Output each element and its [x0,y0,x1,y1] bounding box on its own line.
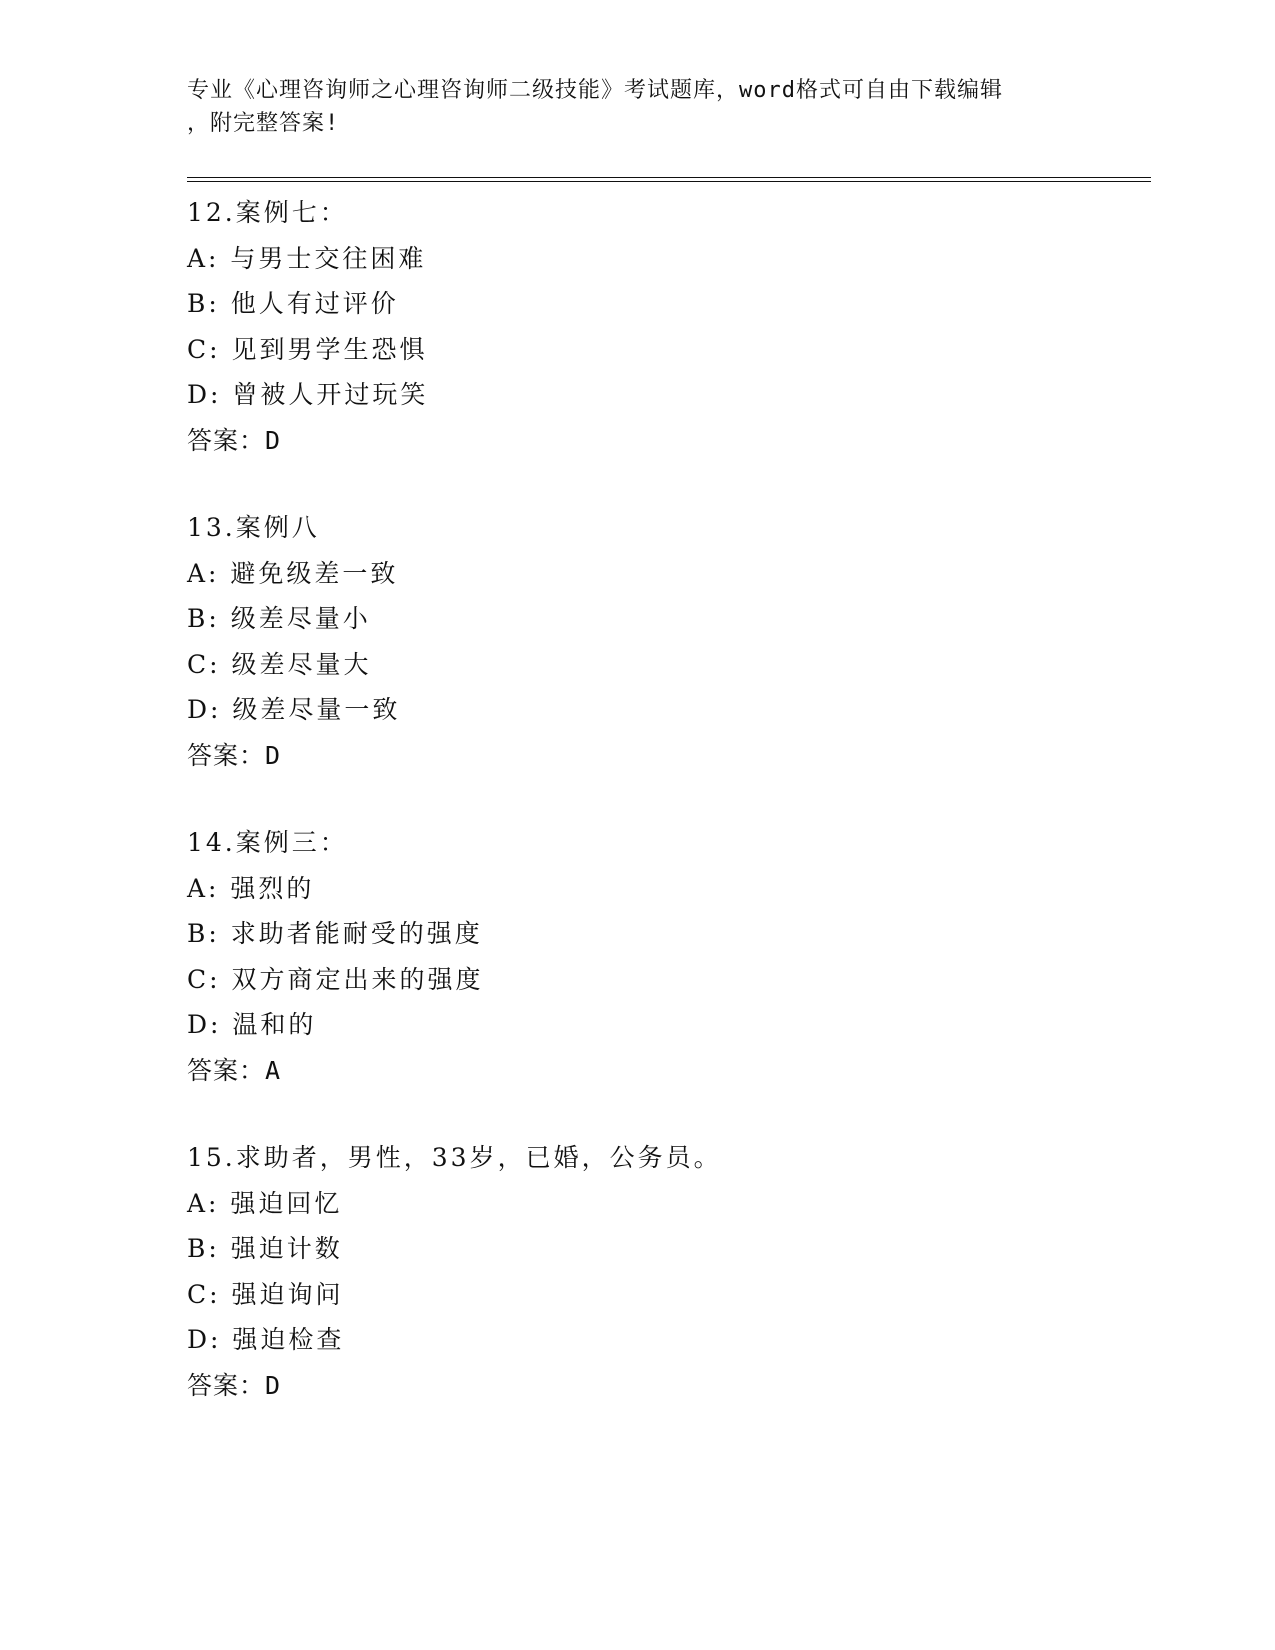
question-title: 15.求助者，男性，33岁，已婚，公务员。 [187,1143,722,1172]
option-c: C: 强迫询问 [187,1279,344,1309]
question-title: 12.案例七： [187,198,348,227]
option-b: B: 级差尽量小 [187,604,371,633]
question-list [187,190,1147,1450]
option-a: A: 与男士交往困难 [187,243,427,273]
option-d: D: 温和的 [187,1010,317,1039]
option-b: B: 强迫计数 [187,1234,343,1263]
option-c: C: 双方商定出来的强度 [187,964,484,994]
answer-label: 答案：D [187,425,282,455]
question-15 [187,1135,1147,1408]
option-c: C: 级差尽量大 [187,649,372,679]
option-a: A: 强烈的 [187,873,315,903]
question-13 [187,505,1147,778]
question-title: 13.案例八 [187,513,320,542]
answer-label: 答案：D [187,1370,282,1400]
option-b: B: 他人有过评价 [187,289,399,318]
answer-label: 答案：D [187,740,282,770]
option-d: D: 级差尽量一致 [187,695,401,724]
option-c: C: 见到男学生恐惧 [187,334,428,364]
option-d: D: 曾被人开过玩笑 [187,380,429,409]
header-line-1: 专业《心理咨询师之心理咨询师二级技能》考试题库，word格式可自由下载编辑 [187,78,1003,103]
document-header [187,74,1087,140]
option-d: D: 强迫检查 [187,1325,345,1354]
option-a: A: 强迫回忆 [187,1188,343,1218]
question-14 [187,820,1147,1093]
option-a: A: 避免级差一致 [187,558,399,588]
header-divider [187,177,1151,182]
header-line-2: ，附完整答案! [187,111,340,136]
question-12 [187,190,1147,463]
option-b: B: 求助者能耐受的强度 [187,919,483,948]
question-title: 14.案例三： [187,828,348,857]
answer-label: 答案：A [187,1055,282,1085]
